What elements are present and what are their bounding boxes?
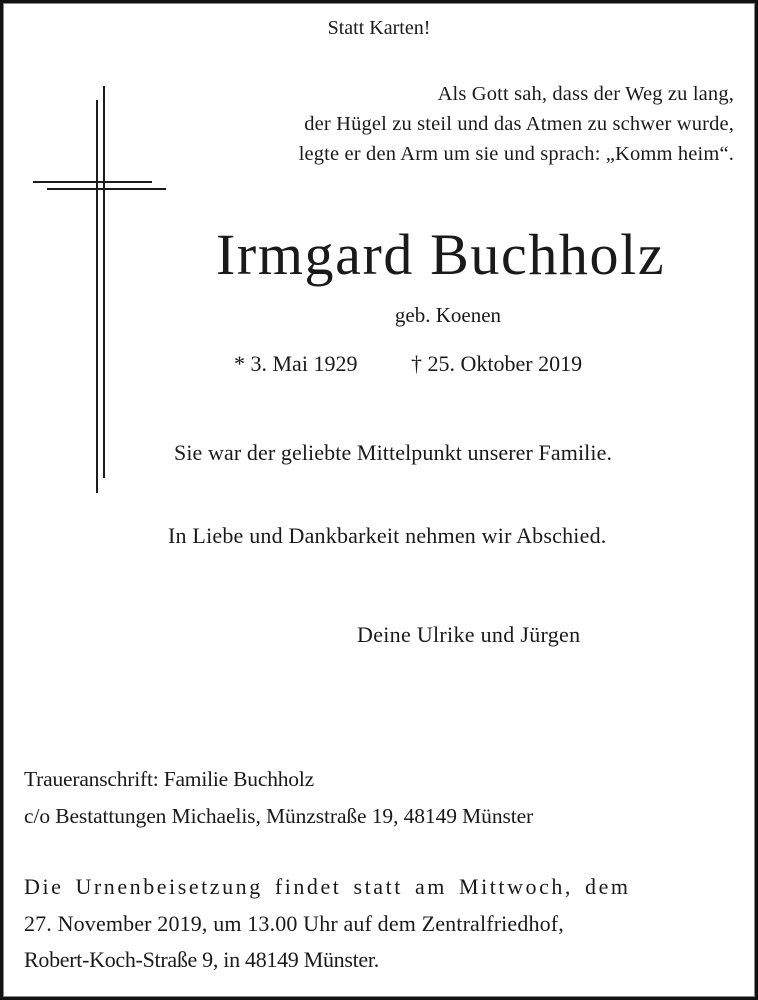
address-line: Traueranschrift: Familie Buchholz: [24, 767, 314, 791]
funeral-info-line: Die Urnenbeisetzung findet statt am Mittwoch, dem: [24, 874, 631, 899]
funeral-info-line: 27. November 2019, um 13.00 Uhr auf dem Zentralfriedhof,: [24, 911, 564, 936]
birth-date: * 3. Mai 1929: [234, 351, 358, 376]
message-line: In Liebe und Dankbarkeit nehmen wir Abschied.: [168, 523, 607, 548]
death-date: † 25. Oktober 2019: [411, 351, 583, 376]
signature: Deine Ulrike und Jürgen: [357, 622, 581, 647]
cross-vertical-left: [96, 100, 98, 493]
cross-vertical-right: [103, 86, 105, 478]
poem-line: der Hügel zu steil und das Atmen zu schwer wurde,: [304, 113, 734, 135]
message-line: Sie war der geliebte Mittelpunkt unserer Familie.: [174, 440, 613, 465]
cross-horizontal-top: [33, 181, 152, 183]
notice-header: Statt Karten!: [327, 17, 431, 39]
cross-horizontal-bottom: [47, 188, 166, 190]
deceased-name: Irmgard Buchholz: [216, 222, 666, 287]
poem-line: legte er den Arm um sie und sprach: „Komm heim“.: [298, 143, 734, 165]
maiden-name: geb. Koenen: [394, 303, 502, 327]
address-line: c/o Bestattungen Michaelis, Münzstraße 19, 48149 Münster: [24, 804, 534, 828]
funeral-info-line: Robert-Koch-Straße 9, in 48149 Münster.: [24, 947, 379, 972]
poem-line: Als Gott sah, dass der Weg zu lang,: [437, 83, 734, 105]
